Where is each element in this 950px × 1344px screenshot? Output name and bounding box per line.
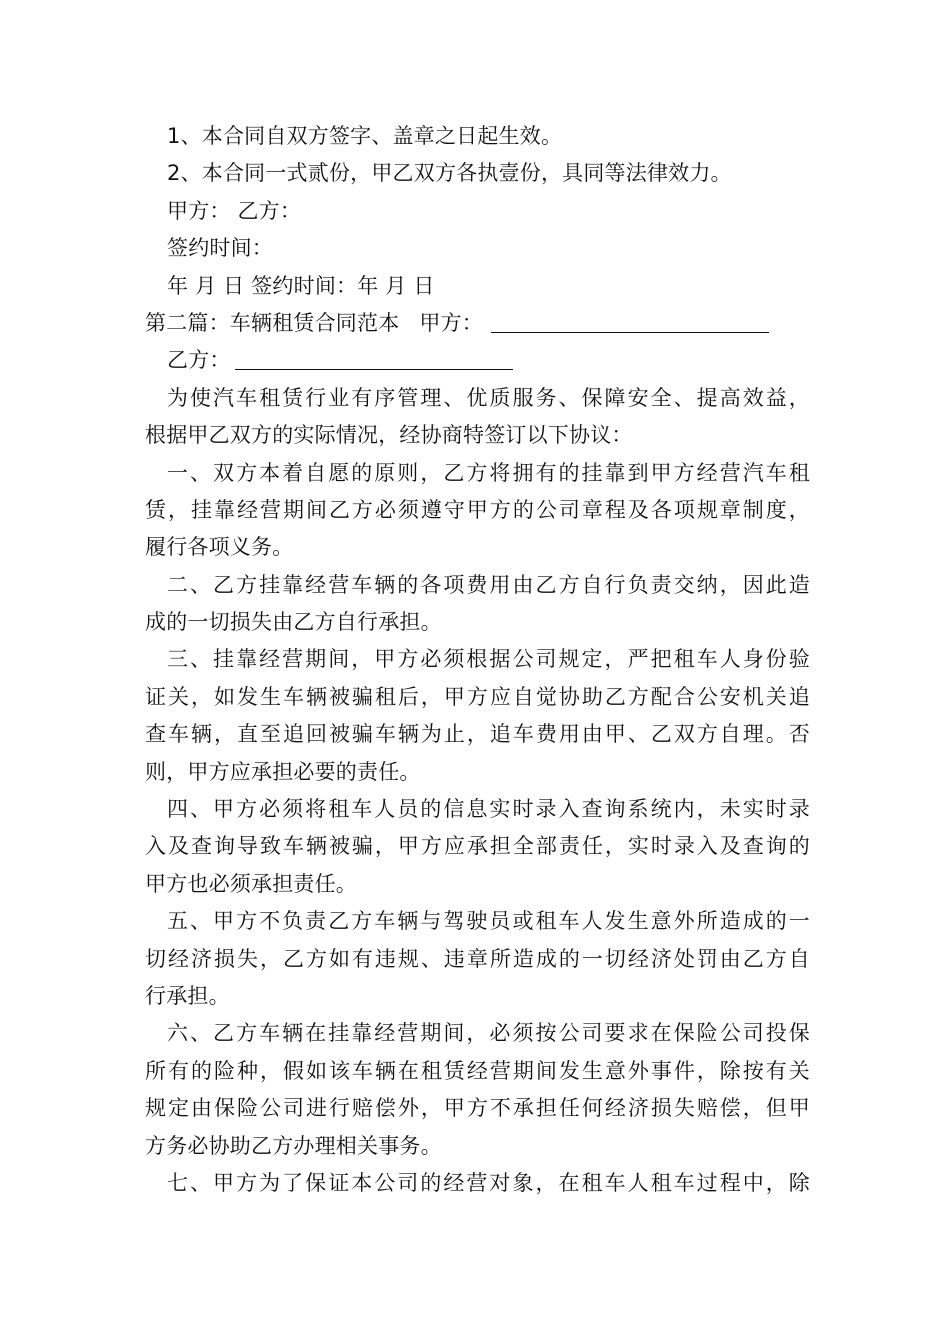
article-6-line-4: 方务必协助乙方办理相关事务。 <box>145 1133 442 1158</box>
signing-date-line: 年 月 日 签约时间：年 月 日 <box>167 273 435 298</box>
signature-parties: 甲方： 乙方： <box>167 198 302 223</box>
article-4-line-2: 入及查询导致车辆被骗，甲方应承担全部责任，实时录入及查询的 <box>145 834 810 859</box>
party-b-label: 乙方： <box>167 348 231 373</box>
article-4-line-1: 四、甲方必须将租车人员的信息实时录入查询系统内，未实时录 <box>167 797 810 822</box>
section-title: 第二篇：车辆租赁合同范本 <box>145 310 400 335</box>
preamble-line-2: 根据甲乙双方的实际情况，经协商特签订以下协议： <box>145 423 633 448</box>
signing-time-label: 签约时间： <box>167 236 273 261</box>
party-b-line <box>145 342 810 379</box>
article-3-line-4: 则，甲方应承担必要的责任。 <box>145 759 421 784</box>
contract-text <box>145 118 810 1202</box>
article-1-line-2: 赁，挂靠经营期间乙方必须遵守甲方的公司章程及各项规章制度， <box>145 497 810 522</box>
article-5-line-1: 五、甲方不负责乙方车辆与驾驶员或租车人发生意外所造成的一 <box>167 909 810 934</box>
clause-effective-date: 1、本合同自双方签字、盖章之日起生效。 <box>167 124 563 148</box>
article-5-line-3: 行承担。 <box>145 983 230 1008</box>
article-6-line-1: 六、乙方车辆在挂靠经营期间，必须按公司要求在保险公司投保 <box>167 1021 810 1046</box>
preamble-line-1: 为使汽车租赁行业有序管理、优质服务、保障安全、提高效益， <box>167 385 810 410</box>
party-a-blank <box>491 308 769 333</box>
article-6-line-3: 规定由保险公司进行赔偿外，甲方不承担任何经济损失赔偿，但甲 <box>145 1096 810 1121</box>
section-heading-line <box>145 305 810 342</box>
article-6-line-2: 所有的险种，假如该车辆在租赁经营期间发生意外事件，除按有关 <box>145 1058 810 1083</box>
article-2-line-2: 成的一切损失由乙方自行承担。 <box>145 610 442 635</box>
party-a-label: 甲方： <box>419 310 484 335</box>
clause-copies: 2、本合同一式贰份，甲乙双方各执壹份，具同等法律效力。 <box>167 161 732 186</box>
article-3-line-2: 证关，如发生车辆被骗租后，甲方应自觉协助乙方配合公安机关追 <box>145 684 810 709</box>
article-2-line-1: 二、乙方挂靠经营车辆的各项费用由乙方自行负责交纳，因此造 <box>167 572 810 597</box>
party-b-blank <box>235 345 513 370</box>
article-3-line-1: 三、挂靠经营期间，甲方必须根据公司规定，严把租车人身份验 <box>167 647 810 672</box>
article-1-line-3: 履行各项义务。 <box>145 535 294 560</box>
article-3-line-3: 查车辆，直至追回被骗车辆为止，追车费用由甲、乙双方自理。否 <box>145 722 810 747</box>
article-7-line-1: 七、甲方为了保证本公司的经营对象，在租车人租车过程中，除 <box>167 1170 810 1195</box>
article-1-line-1: 一、双方本着自愿的原则，乙方将拥有的挂靠到甲方经营汽车租 <box>167 460 810 485</box>
article-5-line-2: 切经济损失，乙方如有违规、违章所造成的一切经济处罚由乙方自 <box>145 946 810 971</box>
article-4-line-3: 甲方也必须承担责任。 <box>145 871 357 896</box>
